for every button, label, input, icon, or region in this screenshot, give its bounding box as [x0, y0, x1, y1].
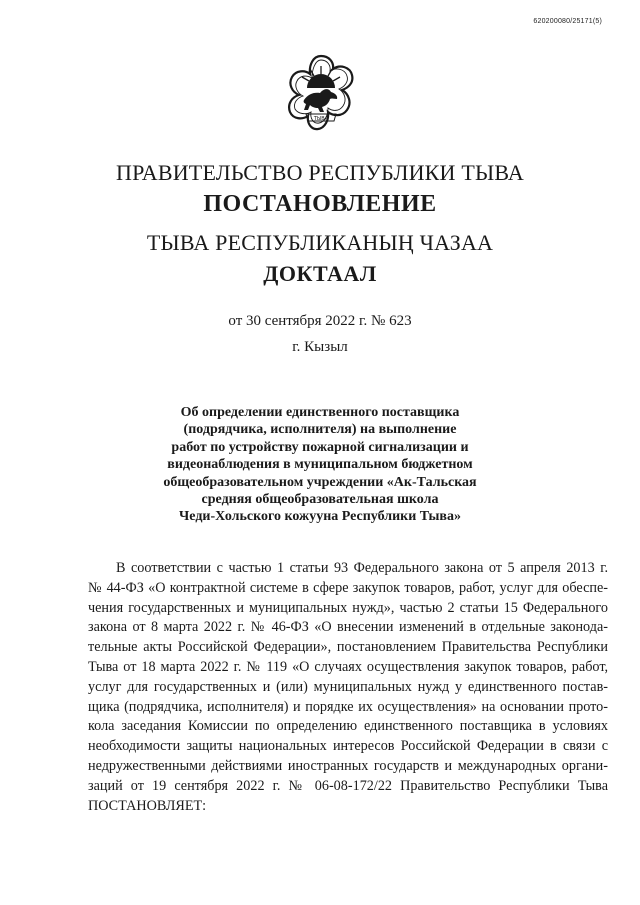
subject-line: (подрядчика, исполнителя) на выполнение: [183, 422, 457, 438]
body-line: необходимости защиты национальных интересов Российской Федерации в связи с: [88, 738, 608, 755]
body-line: закона от 8 марта 2022 г. № 46-ФЗ «О внесении изменений в отдельные законода-: [88, 619, 608, 636]
subject-line: Об определении единственного поставщика: [180, 405, 460, 420]
government-title-ru: ПРАВИТЕЛЬСТВО РЕСПУБЛИКИ ТЫВА: [116, 160, 524, 185]
body-line: кола заседания Комиссии по определению единственного поставщика в условиях: [88, 718, 608, 735]
body-line: щика (подрядчика, исполнителя) и порядке их осуществления» на основании прото-: [88, 698, 608, 715]
body-line-decree-keyword: ПОСТАНОВЛЯЕТ:: [88, 797, 207, 814]
body-line: В соответствии с частью 1 статьи 93 Федерального закона от 5 апреля 2013 г.: [116, 560, 608, 576]
decree-city: г. Кызыл: [292, 339, 348, 355]
subject-line: Чеди-Хольского кожууна Республики Тыва»: [179, 509, 461, 525]
body-line: № 44-ФЗ «О контрактной системе в сфере закупок товаров, работ, услуг для обеспе-: [88, 579, 608, 596]
body-line: Тыва от 18 марта 2022 г. № 119 «О случаях осуществления закупок товаров, работ,: [88, 658, 608, 675]
body-line: заций от 19 сентября 2022 г. № 06-08-172/22 Правительство Республики Тыва: [88, 777, 608, 794]
subject-line: общеобразовательном учреждении «Ак-Тальская: [163, 474, 477, 490]
decree-title-ru: ПОСТАНОВЛЕНИЕ: [203, 191, 437, 217]
decree-title-tyv: ДОКТААЛ: [263, 261, 377, 286]
body-line: чения государственных и муниципальных нужд», частью 2 статьи 15 Федерального: [88, 599, 608, 616]
emblem-banner-text: ТЫВА: [313, 116, 329, 122]
government-title-tyv: ТЫВА РЕСПУБЛИКАНЫҢ ЧАЗАА: [146, 230, 494, 255]
subject-line: видеонаблюдения в муниципальном бюджетном: [167, 457, 473, 473]
subject-line: средняя общеобразовательная школа: [201, 492, 439, 508]
body-line: недружественными действиями иностранных государств и международных органи-: [88, 757, 608, 774]
body-line: услуг для государственных и (или) муниципальных нужд у единственного постав-: [88, 678, 608, 695]
subject-line: работ по устройству пожарной сигнализации и: [171, 439, 469, 455]
coat-of-arms-emblem: [282, 52, 360, 136]
document-id: 620200080/25171(5): [533, 18, 602, 25]
decree-subject: [0, 404, 640, 526]
decree-date-number: от 30 сентября 2022 г. № 623: [228, 313, 412, 329]
decree-preamble: [88, 559, 608, 816]
body-line: тельные акты Российской Федерации», постановлением Правительства Республики: [88, 639, 608, 656]
